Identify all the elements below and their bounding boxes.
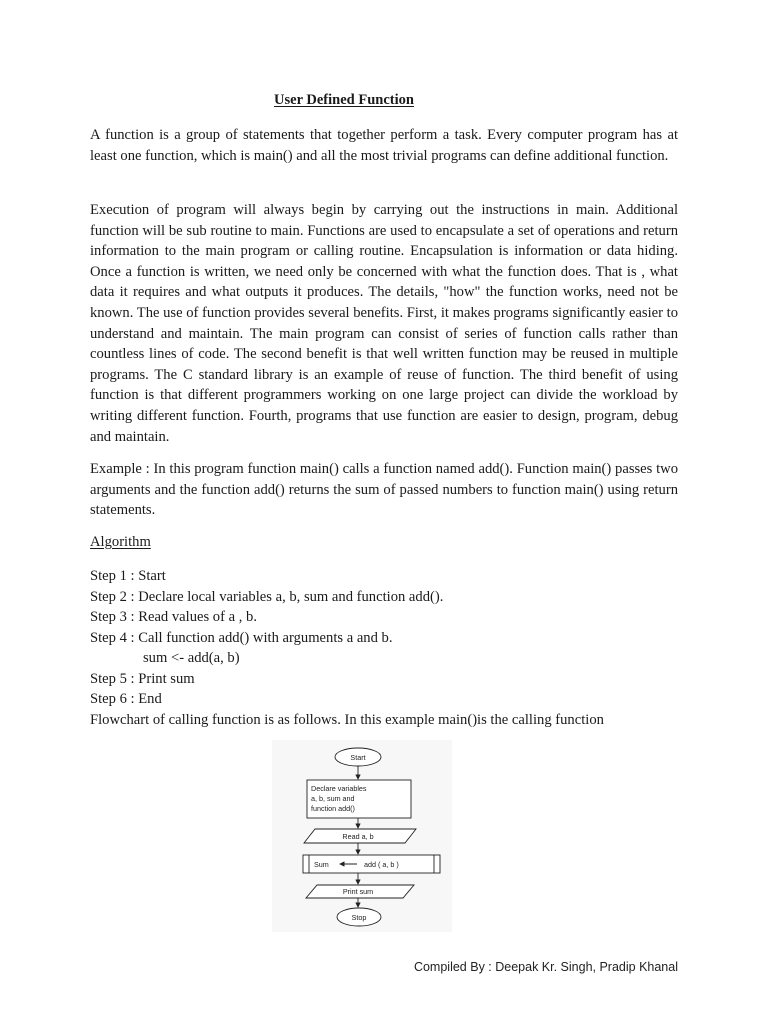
flowchart-call-right: add ( a, b ) [364, 860, 399, 869]
step-3: Step 3 : Read values of a , b. [90, 609, 257, 625]
flowchart-call-left: Sum [314, 860, 329, 869]
flowchart-declare-line-2: a, b, sum and [311, 794, 355, 803]
paragraph-example: Example : In this program function main() calls a function named add(). Function main() passes two arguments and the function add() returns the sum of passed numbers to function main() using return statements. [90, 461, 678, 519]
footer-credit: Compiled By : Deepak Kr. Singh, Pradip Khanal [413, 960, 678, 974]
flowchart-declare-line-3: function add() [311, 804, 355, 813]
algorithm-heading: Algorithm [90, 534, 151, 550]
step-5: Step 5 : Print sum [90, 670, 195, 687]
flowchart-print-label: Print sum [342, 887, 374, 896]
flowchart-declare-line-1: Declare variables [311, 784, 367, 793]
step-1: Step 1 : Start [90, 568, 166, 584]
flowchart-svg [272, 740, 452, 932]
flowchart-start-label: Start [350, 753, 366, 762]
flowchart-stop-label: Stop [351, 913, 367, 922]
step-4-detail: sum <- add(a, b) [143, 650, 240, 666]
step-2: Step 2 : Declare local variables a, b, sum and function add(). [90, 588, 444, 605]
paragraph-intro: A function is a group of statements that together perform a task. Every computer program has at least one function, which is main() and all the most trivial programs can define additional function. [90, 127, 678, 164]
algorithm-steps [90, 566, 690, 730]
step-6: Step 6 : End [90, 691, 162, 707]
flowchart [272, 740, 452, 932]
page-title: User Defined Function [274, 92, 414, 108]
flowchart-intro: Flowchart of calling function is as follows. In this example main()is the calling function [90, 711, 604, 728]
step-4: Step 4 : Call function add() with arguments a and b. [90, 629, 393, 646]
flowchart-read-label: Read a, b [342, 832, 374, 841]
paragraph-execution: Execution of program will always begin by carrying out the instructions in main. Additional function will be sub routine to main. Functions are used to encapsulate a set of operations and return information to the main program or calling routine. Encapsulation is information or data hiding. Once a function is written, we need only be concerned with what the function does. That is , what data it requires and what outputs it produces. The details, "how" the function works, need not be known. The use of function provides several benefits. First, it makes programs significantly easier to understand and maintain. The main program can consist of series of function calls rather than countless lines of code. The second benefit is that well written function may be reused in multiple programs. The C standard library is an example of reuse of function. The third benefit of using function is that different programmers working on one large project can divide the workload by writing different function. Fourth, programs that use function are easier to design, program, debug and maintain. [90, 202, 678, 445]
